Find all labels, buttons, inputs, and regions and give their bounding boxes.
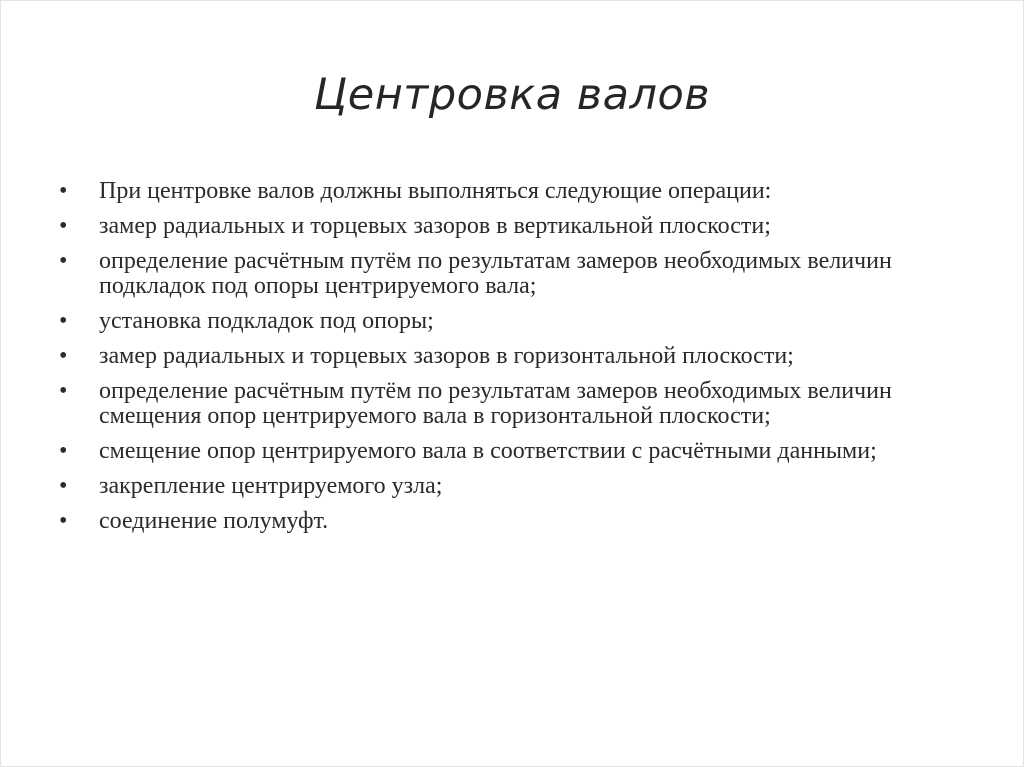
bullet-icon: • — [59, 508, 68, 534]
list-item — [59, 179, 959, 204]
bullet-icon: • — [59, 248, 68, 274]
bullet-icon: • — [59, 178, 68, 204]
list-item-text: определение расчётным путём по результатам замеров необходимых величин смещения опор центрируемого вала в горизонтальной плоскости; — [99, 378, 892, 429]
list-item-text: соединение полумуфт. — [99, 508, 329, 534]
list-item — [59, 509, 959, 534]
bullet-list — [59, 179, 959, 544]
bullet-icon: • — [59, 213, 68, 239]
bullet-icon: • — [59, 343, 68, 369]
bullet-icon: • — [59, 378, 68, 404]
list-item — [59, 439, 959, 464]
bullet-icon: • — [59, 308, 68, 334]
list-item-text: При центровке валов должны выполняться следующие операции: — [99, 178, 772, 204]
bullet-icon: • — [59, 473, 68, 499]
list-item-text: смещение опор центрируемого вала в соответствии с расчётными данными; — [99, 438, 877, 464]
list-item — [59, 379, 959, 429]
list-item-text: определение расчётным путём по результатам замеров необходимых величин подкладок под опоры центрируемого вала; — [99, 248, 892, 299]
bullet-icon: • — [59, 438, 68, 464]
list-item-text: замер радиальных и торцевых зазоров в горизонтальной плоскости; — [99, 343, 794, 369]
list-item — [59, 249, 959, 299]
list-item-text: закрепление центрируемого узла; — [99, 473, 443, 499]
list-item-text: установка подкладок под опоры; — [99, 308, 434, 334]
list-item — [59, 309, 959, 334]
list-item — [59, 344, 959, 369]
list-item-text: замер радиальных и торцевых зазоров в вертикальной плоскости; — [99, 213, 771, 239]
list-item — [59, 214, 959, 239]
list-item — [59, 474, 959, 499]
slide-title: Центровка валов — [313, 70, 711, 120]
